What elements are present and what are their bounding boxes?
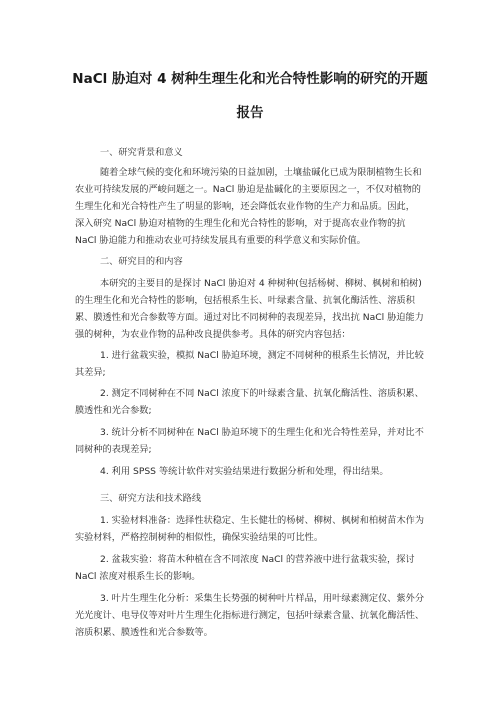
paragraph-line: 强的树种，为农业作物的品种改良提供参考。具体的研究内容包括： — [75, 329, 351, 340]
paragraph-background — [75, 164, 435, 249]
paragraph-line: 其差异; — [75, 367, 106, 378]
paragraph-line: 1. 进行盆栽实验，模拟 NaCl 胁迫环境，测定不同树种的根系生长情况，并比较 — [100, 350, 424, 361]
paragraph-line: 的生理生化和光合特性的影响，包括根系生长、叶绿素含量、抗氧化酶活性、溶质积 — [75, 295, 415, 306]
paragraph-line: NaCl 胁迫能力和推动农业可持续发展具有重要的科学意义和实际价值。 — [75, 235, 366, 246]
paragraph-line: 光光度计、电导仪等对叶片生理生化指标进行测定，包括叶绿素含量、抗氧化酶活性、 — [75, 610, 425, 621]
section-heading-background: 一、研究背景和意义 — [100, 147, 183, 158]
document-title-line-2: 报告 — [236, 105, 264, 121]
list-item-objective-2 — [75, 385, 435, 419]
list-item-objective-3 — [75, 424, 435, 458]
list-item-objective-4 — [75, 463, 435, 480]
paragraph-line: 随着全球气候的变化和环境污染的日益加剧，土壤盐碱化已成为限制植物生长和 — [100, 167, 422, 178]
paragraph-line: 同树种的表现差异; — [75, 444, 152, 455]
list-item-objective-1 — [75, 347, 435, 381]
paragraph-line: 生理生化和光合特性产生了明显的影响，还会降低农业作物的生产力和品质。因此， — [75, 201, 415, 212]
paragraph-line: 膜透性和光合参数; — [75, 405, 152, 416]
paragraph-line: NaCl 浓度对根系生长的影响。 — [75, 571, 201, 582]
paragraph-line: 3. 叶片生理生化分析：采集生长势强的树种叶片样品，用叶绿素测定仪、紫外分 — [100, 593, 425, 604]
list-item-method-2 — [75, 551, 435, 585]
paragraph-line: 2. 测定不同树种在不同 NaCl 浓度下的叶绿素含量、抗氧化酶活性、溶质积累、 — [100, 388, 424, 399]
paragraph-line: 1. 实验材料准备：选择性状稳定、生长健壮的杨树、柳树、枫树和柏树苗木作为 — [100, 515, 425, 526]
paragraph-line: 3. 统计分析不同树种在 NaCl 胁迫环境下的生理生化和光合特性差异，并对比不 — [100, 427, 424, 438]
paragraph-line: 4. 利用 SPSS 等统计软件对实验结果进行数据分析和处理，得出结果。 — [100, 466, 389, 477]
section-heading-objectives: 二、研究目的和内容 — [100, 256, 183, 267]
paragraph-line: 溶质积累、膜透性和光合参数等。 — [75, 627, 213, 638]
list-item-method-3 — [75, 590, 435, 641]
paragraph-line: 农业可持续发展的严峻问题之一。NaCl 胁迫是盐碱化的主要原因之一，不仅对植物的 — [75, 184, 421, 195]
section-heading-methods: 三、研究方法和技术路线 — [100, 493, 202, 504]
paragraph-line: 深入研究 NaCl 胁迫对植物的生理生化和光合特性的影响，对于提高农业作物的抗 — [75, 218, 406, 229]
paragraph-objectives-intro — [75, 275, 435, 343]
document-title-line-1: NaCl 胁迫对 4 树种生理生化和光合特性影响的研究的开题 — [72, 71, 428, 87]
list-item-method-1 — [75, 512, 435, 546]
paragraph-line: 本研究的主要目的是探讨 NaCl 胁迫对 4 种树种(包括杨树、柳树、枫树和柏树) — [100, 278, 422, 289]
paragraph-line: 累、膜透性和光合参数等方面。通过对比不同树种的表现差异，找出抗 NaCl 胁迫能力 — [75, 312, 424, 323]
paragraph-line: 实验材料，严格控制树种的相似性，确保实验结果的可比性。 — [75, 532, 324, 543]
paragraph-line: 2. 盆栽实验：将苗木种植在含不同浓度 NaCl 的营养液中进行盆栽实验，探讨 — [100, 554, 415, 565]
